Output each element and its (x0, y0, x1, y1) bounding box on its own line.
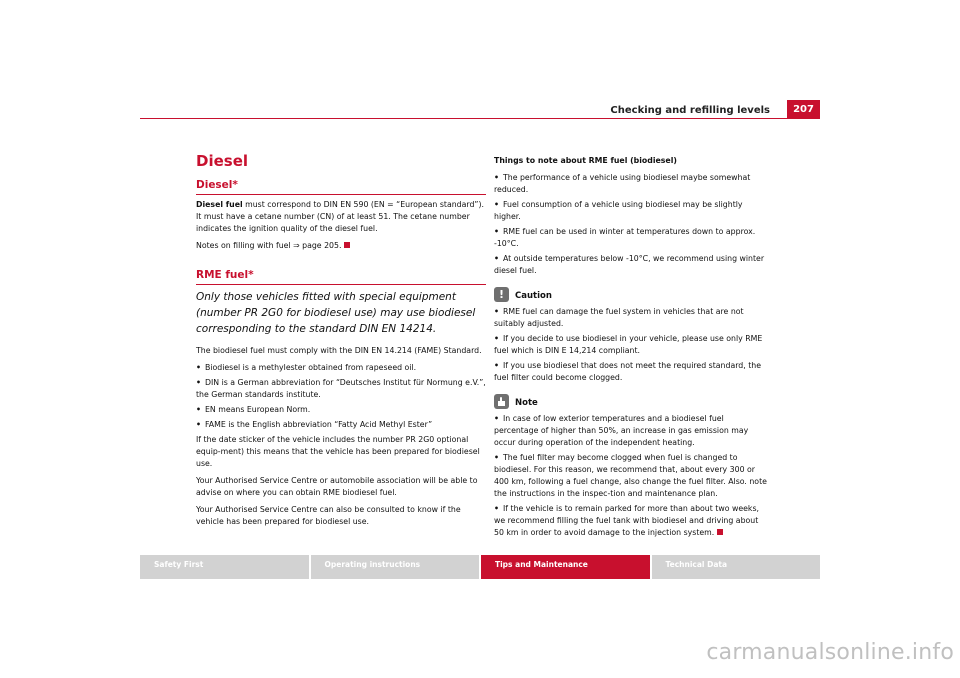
list-item: • If you decide to use biodiesel in your vehicle, please use only RME fuel which is DIN E 14,214 compliant. (494, 334, 763, 355)
list-item: • Biodiesel is a methylester obtained from rapeseed oil. (196, 363, 417, 372)
note-icon (494, 394, 509, 409)
caution-title: Caution (515, 291, 552, 301)
caution-header (494, 287, 770, 302)
section-heading-diesel: Diesel* (196, 178, 486, 195)
list-item: • RME fuel can damage the fuel system in vehicles that are not suitably adjusted. (494, 307, 744, 328)
page-number: 207 (787, 100, 820, 119)
tab-safety-first[interactable]: Safety First (140, 555, 309, 579)
rme-paragraph-3: Your Authorised Service Centre or automobile association will be able to advise on where you can obtain RME biodiesel fuel. (196, 476, 478, 497)
tab-operating-instructions[interactable]: Operating instructions (311, 555, 480, 579)
section-heading-rme: RME fuel* (196, 268, 486, 285)
tab-tips-and-maintenance[interactable]: Tips and Maintenance (481, 555, 650, 579)
list-item: • EN means European Norm. (196, 405, 311, 414)
right-column (494, 155, 770, 542)
rme-paragraph-2: If the date sticker of the vehicle includes the number PR 2G0 optional equip-ment) this means that the vehicle has been prepared for biodiesel use. (196, 435, 480, 468)
list-item: • The fuel filter may become clogged when fuel is changed to biodiesel. For this reason, we recommend that, about every 300 or 400 km, following a fuel change, also change the fuel filter. Also. note the instructions in the inspec-tion and maintenance plan. (494, 453, 767, 498)
list-item: • In case of low exterior temperatures and a biodiesel fuel percentage of higher than 50%, an increase in gas emission may occur during operation of the independent heating. (494, 414, 749, 447)
chapter-heading: Diesel (196, 152, 249, 170)
list-item: • If the vehicle is to remain parked for more than about two weeks, we recommend filling the fuel tank with biodiesel and driving about 50 km in order to avoid damage to the injection system. (494, 504, 759, 537)
tab-technical-data[interactable]: Technical Data (652, 555, 821, 579)
diesel-paragraph: Diesel fuel must correspond to DIN EN 590 (EN = “European standard”). It must have a cetane number (CN) of at least 51. The cetane number indicates the ignition quality of the diesel fuel. (196, 200, 484, 233)
list-item: • DIN is a German abbreviation for “Deutsches Institut für Normung e.V.”, the German standards institute. (196, 378, 486, 399)
diesel-fuel-note: Notes on filling with fuel ⇒ page 205. (196, 240, 486, 252)
left-column (196, 152, 486, 533)
end-mark (717, 529, 723, 535)
warning-icon: ! (494, 287, 509, 302)
rme-intro: Only those vehicles fitted with special equipment (number PR 2G0 for biodiesel use) may use biodiesel corresponding to the standard DIN EN 14214. (196, 291, 476, 335)
rme-paragraph-4: Your Authorised Service Centre can also be consulted to know if the vehicle has been prepared for biodiesel use. (196, 505, 461, 526)
list-item: • If you use biodiesel that does not meet the required standard, the fuel filter could become clogged. (494, 361, 761, 382)
list-item: • Fuel consumption of a vehicle using biodiesel may be slightly higher. (494, 200, 743, 221)
rme-paragraph-1: The biodiesel fuel must comply with the DIN EN 14.214 (FAME) Standard. (196, 346, 482, 355)
note-header (494, 394, 770, 409)
footer-nav (140, 555, 820, 579)
note-title: Note (515, 398, 538, 408)
list-item: • RME fuel can be used in winter at temperatures down to approx. -10°C. (494, 227, 756, 248)
end-mark (344, 242, 350, 248)
rme-notes-heading: Things to note about RME fuel (biodiesel) (494, 156, 677, 165)
watermark: carmanualsonline.info (706, 640, 954, 665)
running-header-title: Checking and refilling levels (610, 105, 770, 116)
header-rule (140, 118, 820, 119)
list-item: • FAME is the English abbreviation “Fatty Acid Methyl Ester” (196, 420, 433, 429)
list-item: • At outside temperatures below -10°C, we recommend using winter diesel fuel. (494, 254, 765, 275)
list-item: • The performance of a vehicle using biodiesel maybe somewhat reduced. (494, 173, 751, 194)
